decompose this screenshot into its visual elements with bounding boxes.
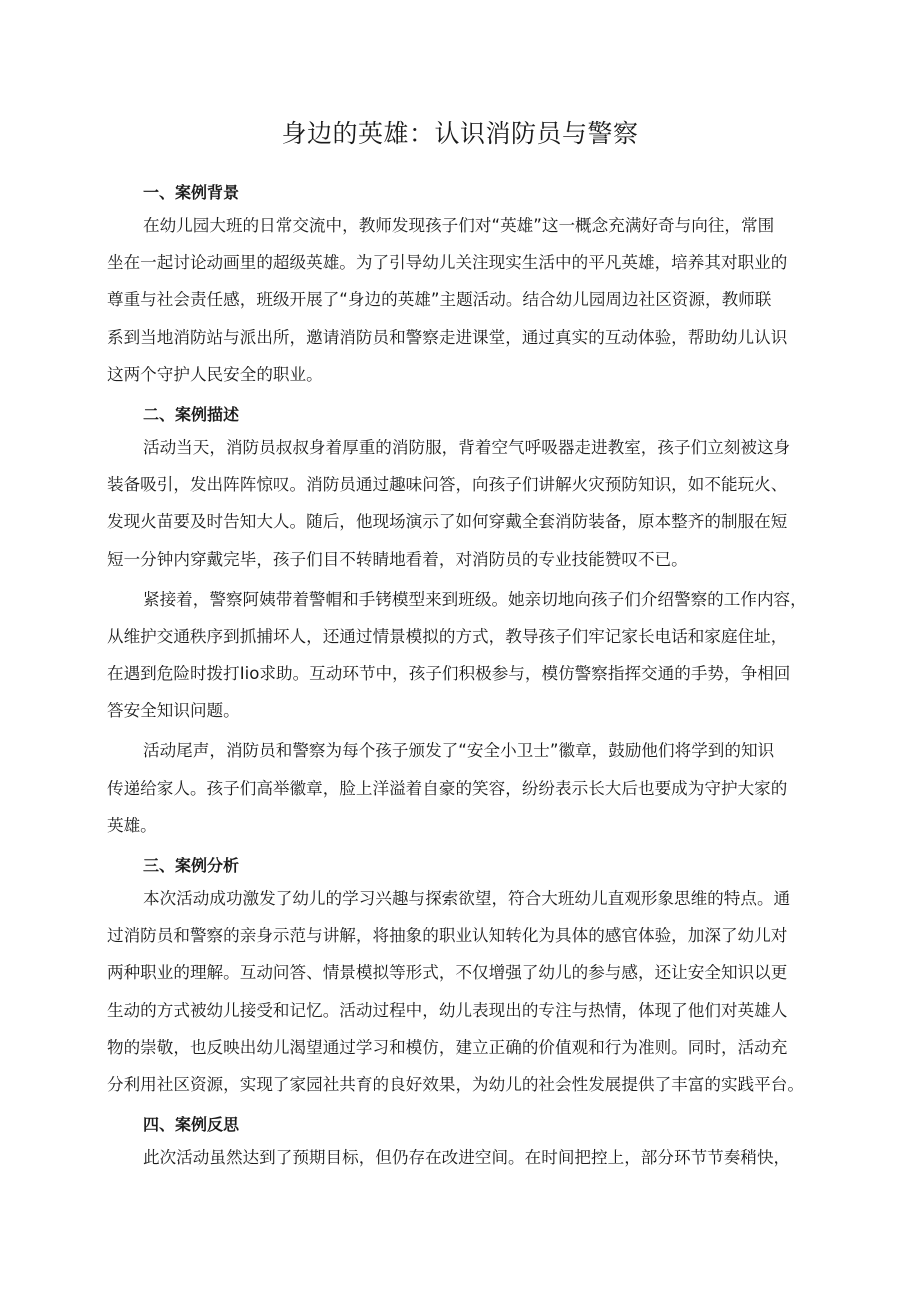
section-heading: 一、案例背景 [143, 183, 240, 202]
paragraph [107, 736, 813, 848]
text-line: 物的崇敬，也反映出幼儿渴望通过学习和模仿，建立正确的价值观和行为准则。同时，活动充 [107, 1037, 788, 1057]
document-body [107, 176, 813, 1183]
text-line: 活动当天，消防员叔叔身着厚重的消防服，背着空气呼吸器走进教室，孩子们立刻被这身 [143, 437, 791, 457]
paragraph [107, 884, 813, 1107]
text-line: 过消防员和警察的亲身示范与讲解，将抽象的职业认知转化为具体的感官体验，加深了幼儿对 [107, 926, 788, 946]
section-heading: 四、案例反思 [143, 1115, 240, 1135]
text-line: 发现火苗要及时告知大人。随后，他现场演示了如何穿戴全套消防装备，原本整齐的制服在短 [107, 512, 788, 532]
text-line: 系到当地消防站与派出所，邀请消防员和警察走进课堂，通过真实的互动体验，帮助幼儿认识 [107, 327, 788, 347]
text-line: 两种职业的理解。互动问答、情景模拟等形式，不仅增强了幼儿的参与感，还让安全知识以更 [107, 963, 788, 983]
paragraph [107, 211, 813, 397]
text-line: 坐在一起讨论动画里的超级英雄。为了引导幼儿关注现实生活中的平凡英雄，培养其对职业的 [107, 253, 788, 273]
text-line: 英雄。 [107, 815, 157, 835]
text-line: 本次活动成功激发了幼儿的学习兴趣与探索欲望，符合大班幼儿直观形象思维的特点。通 [143, 889, 791, 908]
text-line: 答安全知识问题。 [107, 701, 240, 721]
text-line: 装备吸引，发出阵阵惊叹。消防员通过趣味问答，向孩子们讲解火灾预防知识，如不能玩火、 [107, 475, 788, 495]
section-heading: 二、案例描述 [143, 404, 240, 424]
paragraph [107, 433, 813, 582]
text-line: 这两个守护人民安全的职业。 [107, 364, 323, 384]
text-line: 尊重与社会责任感，班级开展了“身边的英雄”主题活动。结合幼儿园周边社区资源，教师联 [107, 290, 772, 310]
text-line: 传递给家人。孩子们高举徽章，脸上洋溢着自豪的笑容，纷纷表示长大后也要成为守护大家的 [107, 778, 788, 798]
text-line: 此次活动虽然达到了预期目标，但仍存在改进空间。在时间把控上，部分环节节奏稍快， [143, 1148, 791, 1168]
text-line: 分利用社区资源，实现了家园社共育的良好效果，为幼儿的社会性发展提供了丰富的实践平台。 [107, 1074, 804, 1094]
paragraph [107, 1143, 813, 1180]
text-line: 短一分钟内穿戴完毕，孩子们目不转睛地看着，对消防员的专业技能赞叹不已。 [107, 549, 688, 569]
text-line: 活动尾声，消防员和警察为每个孩子颁发了“安全小卫士”徽章，鼓励他们将学到的知识 [143, 741, 775, 761]
text-line: 生动的方式被幼儿接受和记忆。活动过程中，幼儿表现出的专注与热情，体现了他们对英雄人 [107, 1000, 788, 1020]
section-heading: 三、案例分析 [143, 856, 240, 875]
text-line: 紧接着，警察阿姨带着警帽和手铐模型来到班级。她亲切地向孩子们介绍警察的工作内容， [143, 589, 807, 609]
page-title: 身边的英雄：认识消防员与警察 [281, 119, 639, 148]
text-line: 在幼儿园大班的日常交流中，教师发现孩子们对“英雄”这一概念充满好奇与向往，常围 [143, 216, 775, 235]
paragraph [107, 585, 813, 734]
text-line: 从维护交通秩序到抓捕坏人，还通过情景模拟的方式，教导孩子们牢记家长电话和家庭住址， [107, 626, 788, 646]
text-line: 在遇到危险时拨打Iio求助。互动环节中，孩子们积极参与，模仿警察指挥交通的手势，争相回 [107, 664, 791, 684]
